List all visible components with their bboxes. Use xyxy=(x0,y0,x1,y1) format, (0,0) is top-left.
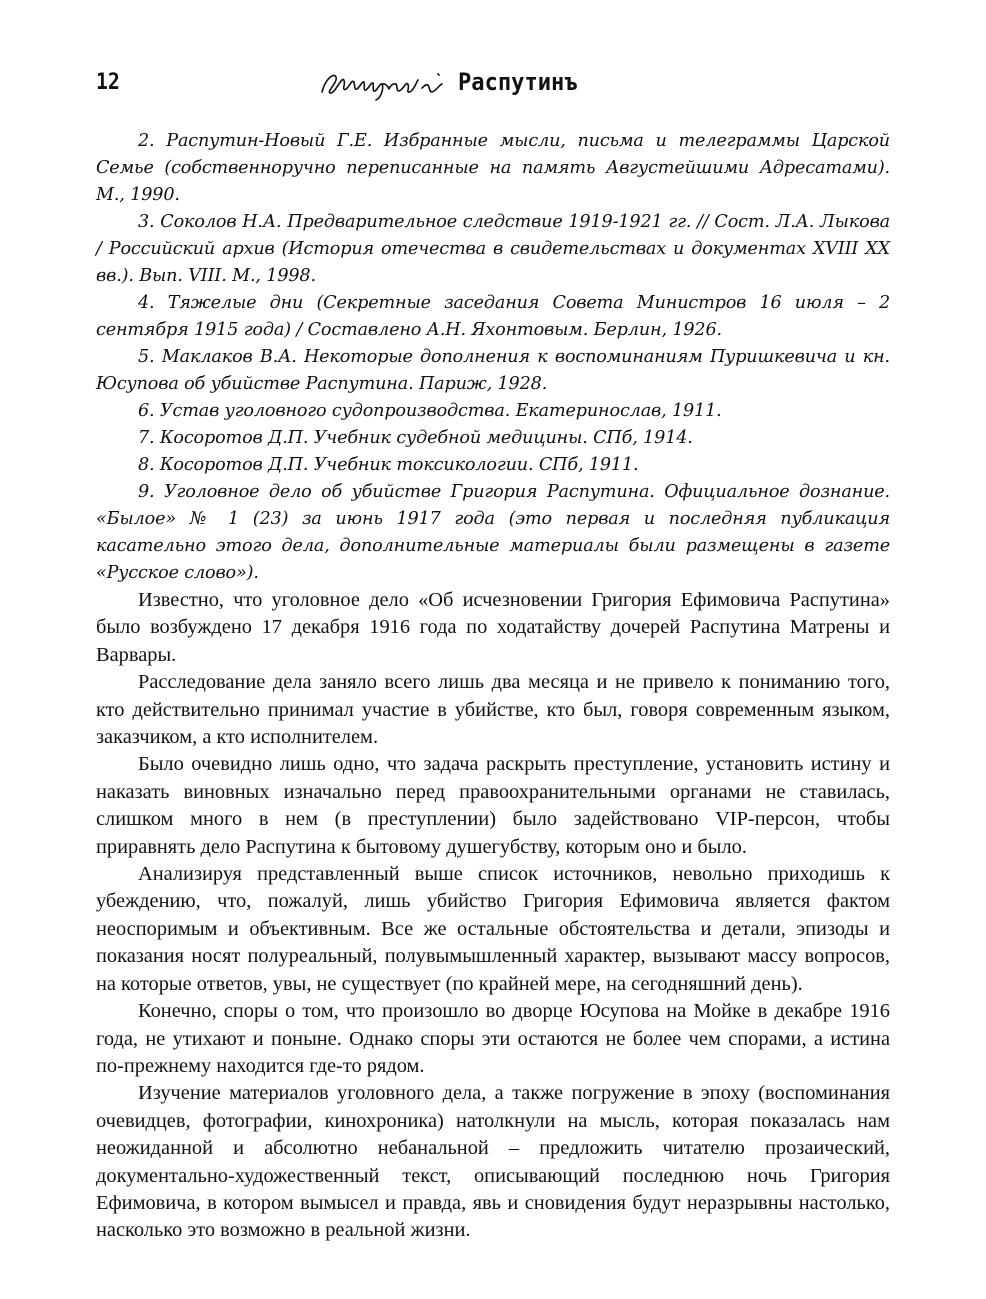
body-paragraph: Конечно, споры о том, что произошло во дворце Юсупова на Мойке в декабре 1916 года, не утихают и поныне. Однако споры эти остаются не более чем спорами, а истина по-прежнему находится где-то рядом. xyxy=(96,1000,890,1077)
body-paragraph: Анализируя представленный выше список источников, невольно приходишь к убеждению, что, пожалуй, лишь убийство Григория Ефимовича является фактом неоспоримым и объективным. Все же остальные обстоятельства и детали, эпизоды и показания носят полуреальный, полувымышленный характер, вызывают массу вопросов, на которые ответов, увы, не существует (по крайней мере, на сегодняшний день). xyxy=(96,863,890,995)
reference-item: 6. Устав уголовного судопроизводства. Екатеринослав, 1911. xyxy=(138,401,722,421)
body-paragraph: Известно, что уголовное дело «Об исчезновении Григория Ефимовича Распутина» было возбуждено 17 декабря 1916 года по ходатайству дочерей Распутина Матрены и Варвары. xyxy=(96,589,890,666)
reference-item: 3. Соколов Н.А. Предварительное следствие 1919-1921 гг. // Сост. Л.А. Лыкова / Российский архив (История отечества в свидетельствах и документах XVIII XX вв.). Вып. VIII. М., 1998. xyxy=(96,212,890,286)
reference-item: 7. Косоротов Д.П. Учебник судебной медицины. СПб, 1914. xyxy=(138,428,693,448)
header-title: Распутинъ xyxy=(458,68,578,96)
reference-item: 5. Маклаков В.А. Некоторые дополнения к воспоминаниям Пуришкевича и кн. Юсупова об убийстве Распутина. Париж, 1928. xyxy=(96,347,890,394)
handwritten-signature xyxy=(318,62,456,102)
body-paragraph: Изучение материалов уголовного дела, а также погружение в эпоху (воспоминания очевидцев, фотографии, кинохроника) натолкнули на мысль, которая показалась нам неожиданной и абсолютно небанальной – предложить читателю прозаический, документально-художественный текст, описывающий последнюю ночь Григория Ефимовича, в котором вымысел и правда, явь и сновидения будут неразрывны настолько, насколько это возможно в реальной жизни. xyxy=(96,1082,890,1242)
page-number: 12 xyxy=(96,70,120,95)
reference-item: 9. Уголовное дело об убийстве Григория Распутина. Официальное дознание. «Былое» № 1 (23) за июнь 1917 года (это первая и последняя публикация касательно этого дела, дополнительные материалы были размещены в газете «Русское слово»). xyxy=(96,482,890,583)
reference-item: 4. Тяжелые дни (Секретные заседания Совета Министров 16 июля – 2 сентября 1915 года) / Составлено А.Н. Яхонтовым. Берлин, 1926. xyxy=(96,293,890,340)
reference-item: 8. Косоротов Д.П. Учебник токсикологии. СПб, 1911. xyxy=(138,455,639,475)
reference-item: 2. Распутин-Новый Г.Е. Избранные мысли, письма и телеграммы Царской Семье (собственноручно переписанные на память Августейшими Адресатами). М., 1990. xyxy=(96,131,890,205)
body-text xyxy=(96,128,890,1245)
body-paragraph: Было очевидно лишь одно, что задача раскрыть преступление, установить истину и наказать виновных изначально перед правоохранительными органами не ставилась, слишком много в нем (в преступлении) было задействовано VIP-персон, чтобы приравнять дело Распутина к бытовому душегубству, которым оно и было. xyxy=(96,753,890,858)
body-paragraph: Расследование дела заняло всего лишь два месяца и не привело к пониманию того, кто действительно принимал участие в убийстве, кто был, говоря современным языком, заказчиком, а кто исполнителем. xyxy=(96,671,890,749)
page-header xyxy=(96,58,890,108)
